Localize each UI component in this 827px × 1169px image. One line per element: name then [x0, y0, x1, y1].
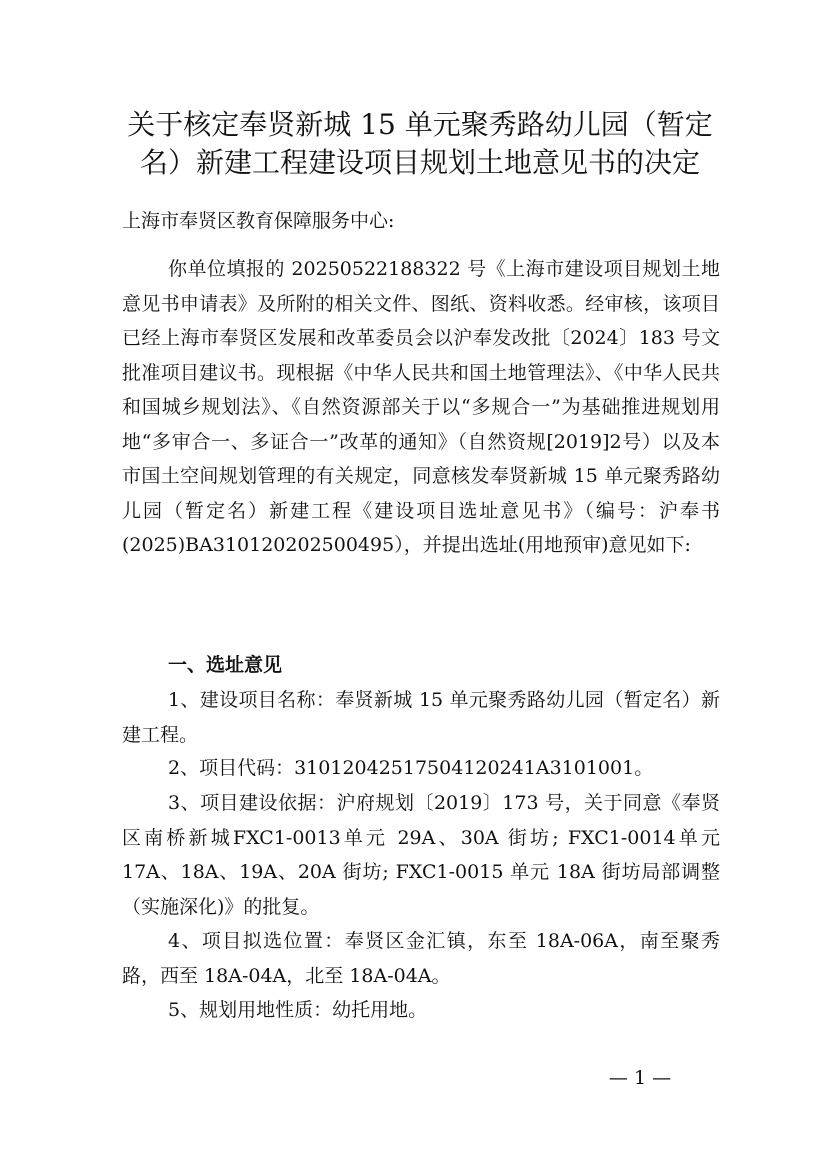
list-item-project-name: 1、建设项目名称：奉贤新城 15 单元聚秀路幼儿园（暂定名）新建工程。	[122, 689, 720, 746]
section-heading: 一、选址意见	[168, 654, 283, 676]
body-paragraph: 你单位填报的 20250522188322 号《上海市建设项目规划土地意见书申请表》及所附的相关文件、图纸、资料收悉。经审核，该项目已经上海市奉贤区发展和改革委员会以沪奉发改批〔2024〕183 号文批准项目建议书。现根据《中华人民共和国土地管理法》、《中华人民共和国城乡规划法》、《自然资源部关于以“多规合一”为基础推进规划用地“多审合一、多证合一”改革的通知》（自然资规[2019]2号）以及本市国土空间规划管理的有关规定，同意核发奉贤新城 15 单元聚秀路幼儿园（暂定名）新建工程《建设项目选址意见书》（编号：沪奉书(2025)BA310120202500495），并提出选址(用地预审)意见如下:	[122, 258, 720, 556]
page-number: — 1 —	[608, 1067, 672, 1089]
addressee: 上海市奉贤区教育保障服务中心:	[122, 210, 395, 232]
list-item-land-use: 5、规划用地性质：幼托用地。	[168, 999, 428, 1021]
list-item-location: 4、项目拟选位置：奉贤区金汇镇，东至 18A-06A，南至聚秀路，西至 18A-04A，北至 18A-04A。	[122, 930, 720, 987]
document-title: 关于核定奉贤新城 15 单元聚秀路幼儿园（暂定名）新建工程建设项目规划土地意见书的决定	[127, 108, 713, 179]
list-item-basis: 3、项目建设依据：沪府规划〔2019〕173 号，关于同意《奉贤区南桥新城FXC1-0013单元 29A、30A 街坊; FXC1-0014单元 17A、18A、19A、20A 街坊; FXC1-0015 单元 18A 街坊局部调整（实施深化)》的批复。	[122, 792, 720, 918]
list-item-project-code: 2、项目代码：31012042517504120241A3101001。	[168, 757, 654, 779]
